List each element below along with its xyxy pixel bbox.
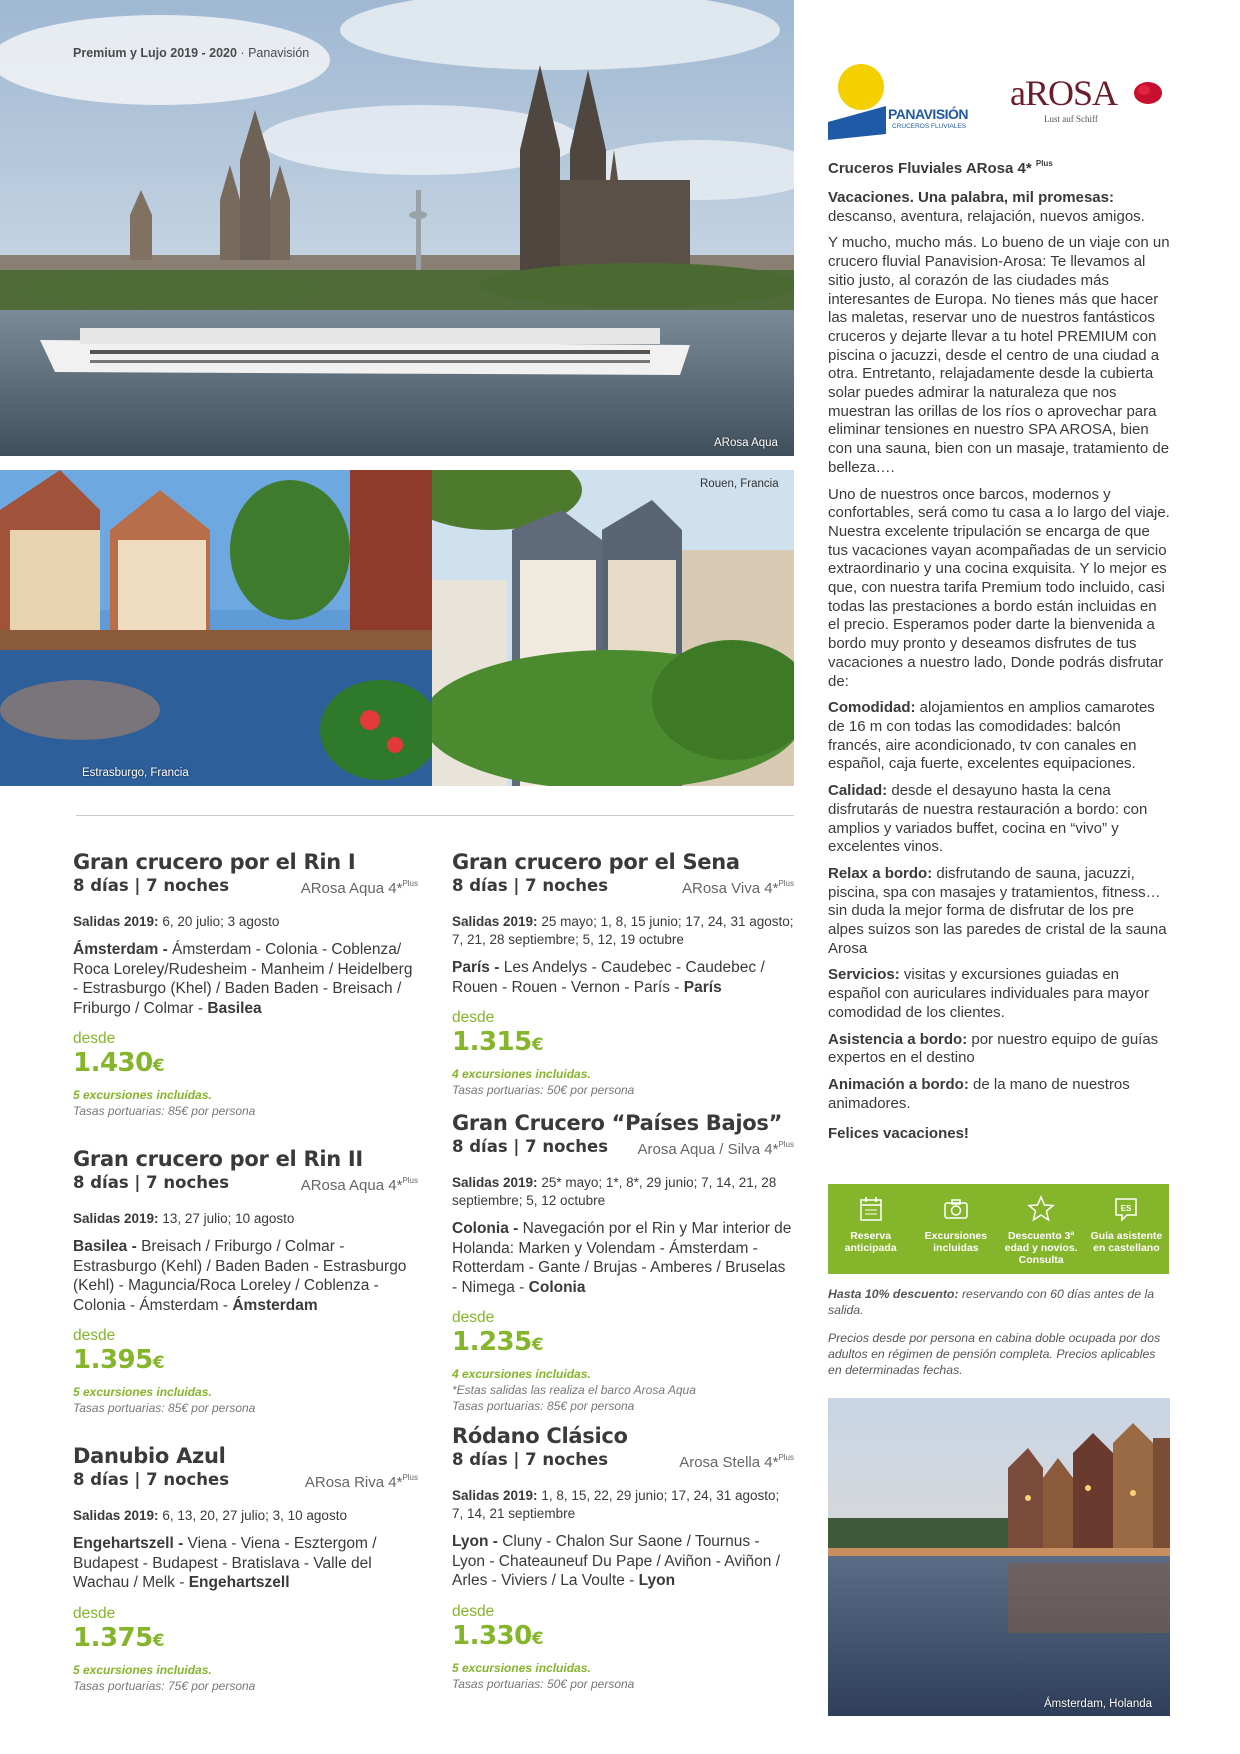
cruise-title: Gran crucero por el Sena xyxy=(452,850,740,874)
ship-name: ARosa Riva 4*$^{Plus}$ xyxy=(304,1473,418,1491)
cruise-title: Ródano Clásico xyxy=(452,1424,628,1448)
calendar-icon xyxy=(856,1194,886,1224)
caption-strasbourg: Estrasburgo, Francia xyxy=(82,767,189,779)
benefit-early-booking: Reserva anticipada xyxy=(828,1184,913,1274)
cruise-duration: 8 días | 7 noches xyxy=(73,1470,230,1489)
feature-asistencia: Asistencia a bordo: por nuestro equipo de guías expertos en el destino xyxy=(828,1030,1159,1067)
prices-note: Precios desde por persona en cabina doble ocupada por dos adultos en régimen de pensión completa. Precios aplicables en determinadas fechas. xyxy=(828,1331,1161,1377)
cruise-rodano xyxy=(452,1423,794,1692)
excursions-included: 5 excursiones incluidas. xyxy=(73,1662,212,1677)
es-guide-icon xyxy=(1111,1194,1141,1224)
ship-name: ARosa Aqua 4*$^{Plus}$ xyxy=(300,879,418,897)
caption-arosa-aqua: ARosa Aqua xyxy=(714,437,778,449)
price: 1.315€ xyxy=(452,1027,544,1057)
excursions-included: 5 excursiones incluidas. xyxy=(73,1385,212,1399)
cruise-title: Gran Crucero “Países Bajos” xyxy=(452,1111,783,1135)
benefits-bar xyxy=(828,1184,1169,1274)
itinerary: Engehartszell - Viena - Viena - Esztergom / Budapest - Budapest - Bratislava - Valle del Wachau / Melk - Engehartszell xyxy=(73,1535,377,1591)
cruise-title: Gran crucero por el Rin II xyxy=(73,1147,363,1171)
section-divider xyxy=(76,815,794,816)
departure-dates: Salidas 2019: 25* mayo; 1*, 8*, 29 junio; 7, 14, 21, 28 septiembre; 5, 12 octubre xyxy=(452,1175,777,1208)
ship-name: Arosa Stella 4*$^{Plus}$ xyxy=(679,1453,794,1471)
cruise-duration: 8 días | 7 noches xyxy=(73,876,230,895)
star-icon xyxy=(1026,1194,1056,1224)
price: 1.430€ xyxy=(73,1048,165,1078)
departure-dates: Salidas 2019: 13, 27 julio; 10 agosto xyxy=(73,1211,295,1226)
port-fees: Tasas portuarias: 85€ por persona xyxy=(452,1399,635,1413)
itinerary: París - Les Andelys - Caudebec - Caudebec / Rouen - Rouen - Vernon - París - París xyxy=(452,959,765,996)
cruise-danubio xyxy=(73,1443,418,1694)
price-from-label: desde xyxy=(73,1327,116,1344)
cruise-title: Gran crucero por el Rin I xyxy=(73,850,356,874)
cruise-rin-1 xyxy=(73,849,418,1119)
discount-note: Hasta 10% descuento: reservando con 60 días antes de la salida. xyxy=(828,1287,1155,1317)
feature-relax: Relax a bordo: disfrutando de sauna, jacuzzi, piscina, spa con masajes y tratamientos, fitness… sin duda la mejor forma de disfrutar de los pre alpes suizos son las paredes de cristal de la sauna Arosa xyxy=(828,864,1167,957)
cruise-duration: 8 días | 7 noches xyxy=(452,876,609,895)
excursions-included: 4 excursiones incluidas. xyxy=(452,1367,591,1381)
closing-line: Felices vacaciones! xyxy=(828,1125,969,1143)
caption-amsterdam: Ámsterdam, Holanda xyxy=(1044,1698,1153,1710)
itinerary: Ámsterdam - Ámsterdam - Colonia - Coblenza/ Roca Loreley/Rudesheim - Manheim / Heidelberg - Estrasburgo (Khel) / Baden Baden - Breisach / Friburgo / Colmar - Basilea xyxy=(73,941,413,1017)
benefit-discount: Descuento 3ª edad y novios. Consulta xyxy=(999,1184,1084,1274)
excursions-included: 5 excursiones incluidas. xyxy=(452,1660,591,1675)
caption-rouen: Rouen, Francia xyxy=(700,478,779,490)
feature-calidad: Calidad: desde el desayuno hasta la cena disfrutarás de nuestra restauración a bordo: con amplios y variados buffet, cocina en “vivo” y excelentes vinos. xyxy=(828,782,1148,856)
description-text xyxy=(828,189,1172,1152)
camera-icon xyxy=(941,1194,971,1224)
departure-dates: Salidas 2019: 6, 13, 20, 27 julio; 3, 10 agosto xyxy=(73,1508,347,1523)
cruise-duration: 8 días | 7 noches xyxy=(452,1450,609,1469)
itinerary: Colonia - Navegación por el Rin y Mar interior de Holanda: Marken y Volendam - Ámsterdam - Rotterdam - Gante / Brujas - Amberes / Bruselas - Nimega - Colonia xyxy=(452,1220,792,1296)
cruise-duration: 8 días | 7 noches xyxy=(452,1137,609,1156)
cruise-title: Danubio Azul xyxy=(73,1444,226,1468)
paragraph-2: Uno de nuestros once barcos, modernos y confortables, será como tu casa a lo largo del viaje. Nuestra excelente tripulación se encarga de que tus vacaciones vayan acompañadas de un servicio extraordinario y una cocina exquisita. Y lo mejor es que, con nuestra tarifa Premium todo incluido, casi todas las prestaciones a bordo están incluidas en el precio. Esperamos poder darte la bienvenida a bordo muy pronto y deseamos disfrutes de tus vacaciones a nuestro lado, Donde podrás disfrutar de: xyxy=(828,485,1170,690)
departure-dates: Salidas 2019: 6, 20 julio; 3 agosto xyxy=(73,914,280,929)
itinerary: Lyon - Cluny - Chalon Sur Saone / Tournus - Lyon - Chateauneuf Du Pape / Aviñon - Aviñon / Arles - Viviers / La Voulte - Lyon xyxy=(452,1533,781,1589)
cruise-paises-bajos xyxy=(452,1110,794,1414)
ship-name: ARosa Aqua 4*$^{Plus}$ xyxy=(300,1176,418,1194)
departure-note: *Estas salidas las realiza el barco Arosa Aqua xyxy=(452,1383,696,1397)
benefit-excursions: Excursiones incluidas xyxy=(913,1184,998,1274)
excursions-included: 5 excursiones incluidas. xyxy=(73,1088,212,1102)
ship-name: Arosa Aqua / Silva 4*$^{Plus}$ xyxy=(637,1140,794,1158)
section-title: Cruceros Fluviales ARosa 4* $^{Plus}$ xyxy=(828,159,1053,177)
paragraph-1: Y mucho, mucho más. Lo bueno de un viaje con un crucero fluvial Panavision-Arosa: Te llevamos al sitio justo, al corazón de las ciudades más interesantes de Europa. No tienes más que hacer las maletas, reservar uno de nuestros fantásticos cruceros y dejarte llevar a tu hotel PREMIUM con piscina o jacuzzi, desde el centro de una ciudad a otra. Entretanto, relajadamente desde la cubierta solar puedes admirar la naturaleza que nos muestran las orillas de los ríos o aprovechar para eliminar tensiones en nuestro SPA AROSA, bien con una sauna, bien con un masaje, tratamiento de belleza…. xyxy=(828,234,1170,476)
departure-dates: Salidas 2019: 25 mayo; 1, 8, 15 junio; 17, 24, 31 agosto; 7, 21, 28 septiembre; 5, 12, 19 octubre xyxy=(452,914,794,947)
price: 1.395€ xyxy=(73,1345,165,1375)
price: 1.375€ xyxy=(73,1622,165,1653)
intro-paragraph: Vacaciones. Una palabra, mil promesas: descanso, aventura, relajación, nuevos amigos. xyxy=(828,189,1145,225)
port-fees: Tasas portuarias: 85€ por persona xyxy=(73,1401,256,1415)
feature-animacion: Animación a bordo: de la mano de nuestros animadores. xyxy=(828,1075,1130,1112)
panavision-logo: PANAVISIÓN CRUCEROS FLUVIALES xyxy=(826,62,986,142)
price-from-label: desde xyxy=(452,1309,495,1326)
cologne-photo xyxy=(0,0,794,456)
svg-text:ES: ES xyxy=(1121,1204,1132,1213)
itinerary: Basilea - Breisach / Friburgo / Colmar - Estrasburgo (Kehl) / Baden Baden - Estrasburgo (Kehl) - Maguncia/Roca Loreley / Coblenza - Colonia - Ámsterdam - Ámsterdam xyxy=(73,1238,407,1314)
price-from-label: desde xyxy=(73,1030,116,1047)
port-fees: Tasas portuarias: 75€ por persona xyxy=(73,1678,256,1693)
cruise-rin-2 xyxy=(73,1146,418,1416)
feature-comodidad: Comodidad: alojamientos en amplios camarotes de 16 m con todas las comodidades: balcón francés, aire acondicionado, tv con canales en español, caja fuerte, excelentes equipaciones. xyxy=(828,699,1155,773)
amsterdam-photo xyxy=(828,1398,1170,1716)
departure-dates: Salidas 2019: 1, 8, 15, 22, 29 junio; 17, 24, 31 agosto; 7, 14, 21 septiembre xyxy=(452,1488,780,1521)
port-fees: Tasas portuarias: 50€ por persona xyxy=(452,1083,635,1097)
ship-name: ARosa Viva 4*$^{Plus}$ xyxy=(681,879,794,897)
price-from-label: desde xyxy=(452,1009,495,1026)
price: 1.235€ xyxy=(452,1327,544,1357)
port-fees: Tasas portuarias: 50€ por persona xyxy=(452,1676,635,1691)
port-fees: Tasas portuarias: 85€ por persona xyxy=(73,1104,256,1118)
excursions-included: 4 excursiones incluidas. xyxy=(452,1067,591,1081)
cruise-sena xyxy=(452,849,794,1098)
strasbourg-photo xyxy=(0,470,432,786)
arosa-logo: aROSA Lust auf Schiff xyxy=(1010,72,1175,132)
price: 1.330€ xyxy=(452,1620,544,1651)
feature-servicios: Servicios: visitas y excursiones guiadas en español con auriculares individuales para mayor comodidad de los clientes. xyxy=(828,966,1150,1021)
rouen-photo xyxy=(432,470,794,786)
benefit-spanish-guide: ES Guía asistente en castellano xyxy=(1084,1184,1169,1274)
catalog-header: Premium y Lujo 2019 - 2020 · Panavisión xyxy=(73,46,310,60)
price-from-label: desde xyxy=(73,1604,116,1622)
price-from-label: desde xyxy=(452,1602,495,1620)
cruise-duration: 8 días | 7 noches xyxy=(73,1173,230,1192)
